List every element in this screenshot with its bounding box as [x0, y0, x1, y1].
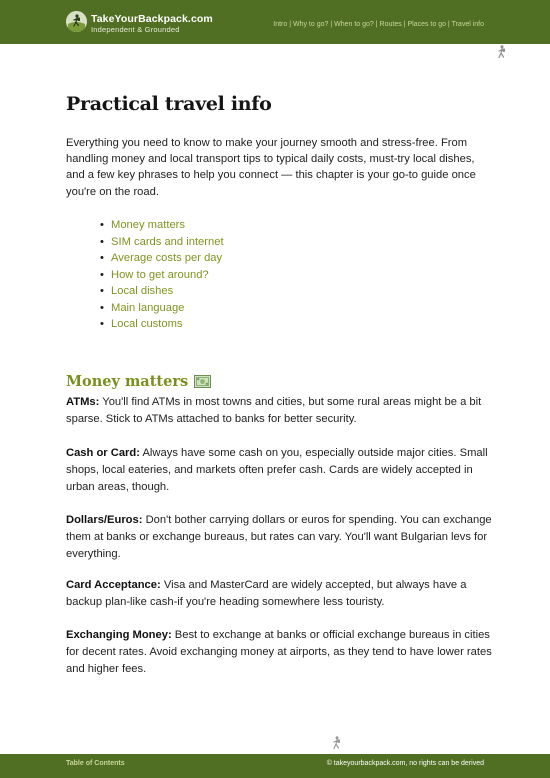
exchanging-money-label: Exchanging Money:: [66, 629, 172, 641]
nav-separator: |: [328, 21, 335, 28]
nav-separator: |: [373, 21, 380, 28]
table-of-contents-link[interactable]: Table of Contents: [66, 760, 125, 767]
nav-separator: |: [287, 21, 293, 28]
page-title: Practical travel info: [66, 93, 272, 115]
nav-link-why-to-go[interactable]: Why to go?: [292, 21, 329, 28]
dollars-euros-label: Dollars/Euros:: [66, 514, 143, 526]
toc-link-local-dishes[interactable]: • Local dishes: [96, 283, 224, 300]
money-bill-icon: [194, 375, 211, 388]
exchanging-money-paragraph: [66, 627, 496, 677]
top-navigation: [273, 21, 484, 28]
atms-text: You'll find ATMs in most towns and cities, but some rural areas might be a bit sparse. Stick to ATMs attached to banks for better security.: [66, 396, 482, 425]
atms-label: ATMs:: [66, 396, 100, 408]
copyright-notice: © takeyourbackpack.com, no rights can be derived: [326, 760, 484, 767]
toc-link-main-language[interactable]: • Main language: [96, 300, 224, 317]
hiker-icon: [496, 45, 508, 59]
nav-separator: |: [445, 21, 452, 28]
hiker-globe-logo-icon[interactable]: [66, 11, 87, 32]
brand-name[interactable]: TakeYourBackpack.com: [91, 13, 213, 25]
cash-or-card-label: Cash or Card:: [66, 447, 140, 459]
footer-bar: [0, 754, 550, 778]
toc-link-average-costs[interactable]: • Average costs per day: [96, 250, 224, 267]
section-heading-text: Money matters: [66, 373, 189, 390]
nav-link-routes[interactable]: Routes: [379, 21, 402, 28]
intro-paragraph: Everything you need to know to make your journey smooth and stress-free. From handling money and local transport tips to typical daily costs, must-try local dishes, and a few key phrases to help you connect — this chapter is your go-to guide once you're on the road.: [66, 137, 476, 198]
toc-link-get-around[interactable]: • How to get around?: [96, 267, 224, 284]
toc-link-local-customs[interactable]: • Local customs: [96, 316, 224, 333]
chapter-contents-list: [96, 217, 224, 333]
nav-link-when-to-go[interactable]: When to go?: [334, 21, 374, 28]
card-acceptance-label: Card Acceptance:: [66, 579, 161, 591]
card-acceptance-text: Visa and MasterCard are widely accepted, but always have a backup plan-like cash-if you're heading somewhere less touristy.: [66, 579, 467, 608]
brand-tagline: Independent & Grounded: [91, 25, 180, 34]
atms-paragraph: [66, 394, 496, 428]
toc-link-money-matters[interactable]: • Money matters: [96, 217, 224, 234]
section-heading: [66, 373, 211, 390]
toc-link-sim-cards[interactable]: • SIM cards and internet: [96, 234, 224, 251]
nav-link-travel-info[interactable]: Travel info: [451, 21, 484, 28]
dollars-euros-paragraph: [66, 512, 496, 562]
card-acceptance-paragraph: [66, 577, 496, 611]
nav-separator: |: [401, 21, 408, 28]
cash-or-card-paragraph: [66, 445, 496, 495]
hiker-icon: [331, 736, 343, 750]
dollars-euros-text: Don't bother carrying dollars or euros for spending. You can exchange them at banks or exchange bureaus, but rates can vary. You'll want Bulgarian levs for everything.: [66, 514, 492, 560]
nav-link-intro[interactable]: Intro: [273, 21, 288, 28]
nav-link-places-to-go[interactable]: Places to go: [407, 21, 446, 28]
exchanging-money-text: Best to exchange at banks or official exchange bureaus in cities for decent rates. Avoid exchanging money at airports, as they tend to have lower rates and higher fees.: [66, 629, 492, 675]
cash-or-card-text: Always have some cash on you, especially outside major cities. Small shops, local eateries, and markets often prefer cash. Cards are widely accepted in urban areas, though.: [66, 447, 488, 493]
header-bar: [0, 0, 550, 44]
